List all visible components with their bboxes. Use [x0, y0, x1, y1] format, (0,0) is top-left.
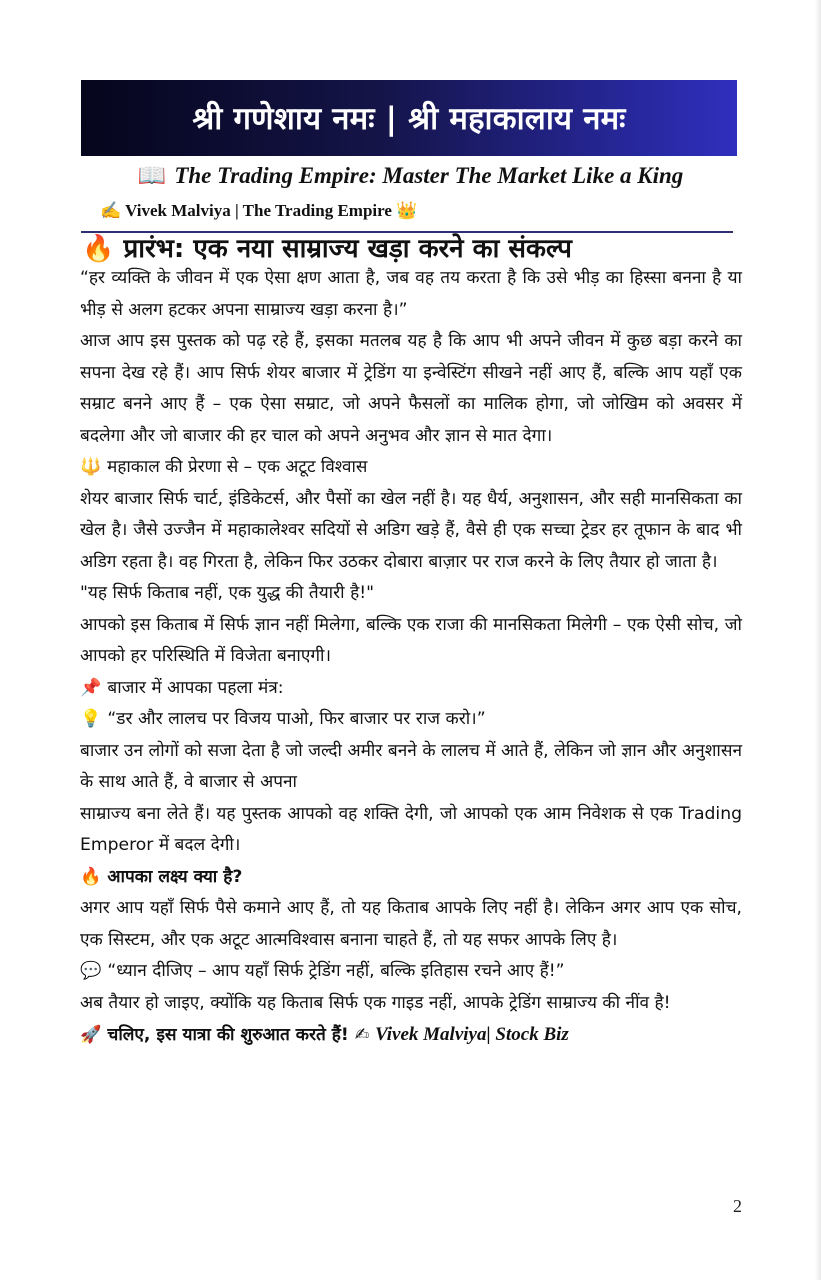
- mantra-text: “डर और लालच पर विजय पाओ, फिर बाजार पर राज करो।”: [107, 709, 486, 729]
- banner-title: श्री गणेशाय नमः | श्री महाकालाय नमः: [192, 101, 626, 137]
- page-edge-shadow: [815, 0, 821, 1280]
- author-text: Vivek Malviya | The Trading Empire: [125, 201, 392, 220]
- fire-icon: 🔥: [82, 234, 115, 264]
- lightbulb-icon: 💡: [80, 709, 102, 729]
- note-line: [80, 956, 742, 988]
- intro-quote: “हर व्यक्ति के जीवन में एक ऐसा क्षण आता है, जब वह तय करता है कि उसे भीड़ का हिस्सा बनना है या भीड़ से अलग हटकर अपना साम्राज्य खड़ा करना है।”: [80, 268, 742, 320]
- writing-hand-icon: ✍: [100, 201, 122, 220]
- paragraph: शेयर बाजार सिर्फ चार्ट, इंडिकेटर्स, और पैसों का खेल नहीं है। यह धैर्य, अनुशासन, और सही मानसिकता का खेल है। जैसे उज्जैन में महाकालेश्वर सदियों से अडिग खड़े हैं, वैसे ही एक सच्चा ट्रेडर हर तूफान के बाद भी अडिग रहता है। वह गिरता है, लेकिन फिर उठकर दोबारा बाज़ार पर राज करने के लिए तैयार हो जाता है।: [80, 488, 742, 572]
- section-heading-text: बाजार में आपका पहला मंत्र:: [107, 677, 284, 698]
- paragraph: आपको इस किताब में सिर्फ ज्ञान नहीं मिलेगा, बल्कि एक राजा की मानसिकता मिलेगी – एक ऐसी सोच, जो आपको हर परिस्थिति में विजेता बनाएगी।: [80, 614, 742, 666]
- mantra-line: [80, 704, 742, 736]
- chapter-heading: [82, 229, 572, 265]
- author-line: [100, 201, 417, 221]
- section-heading: [80, 673, 742, 705]
- chapter-heading-text: प्रारंभ: एक नया साम्राज्य खड़ा करने का संकल्प: [123, 234, 572, 264]
- speech-bubble-icon: 💬: [80, 961, 102, 981]
- section-heading: [80, 452, 742, 484]
- paragraph: साम्राज्य बना लेते हैं। यह पुस्तक आपको वह शक्ति देगी, जो आपको एक आम निवेशक से एक Trading Emperor में बदल देगी।: [80, 803, 742, 855]
- rocket-icon: 🚀: [80, 1025, 102, 1045]
- book-title-text: The Trading Empire: Master The Market Like a King: [174, 163, 684, 188]
- section-heading: [80, 862, 742, 894]
- signature: Vivek Malviya| Stock Biz: [375, 1024, 569, 1045]
- paragraph: बाजार उन लोगों को सजा देता है जो जल्दी अमीर बनने के लालच में आते हैं, लेकिन जो ज्ञान और अनुशासन के साथ आते हैं, वे बाजार से अपना: [80, 740, 742, 792]
- trident-icon: 🔱: [80, 457, 102, 477]
- page-number: 2: [733, 1196, 742, 1216]
- open-book-icon: 📖: [137, 163, 167, 188]
- paragraph: अब तैयार हो जाइए, क्योंकि यह किताब सिर्फ एक गाइड नहीं, आपके ट्रेडिंग साम्राज्य की नींव है!: [80, 992, 671, 1013]
- section-heading-text: आपका लक्ष्य क्या है?: [107, 866, 243, 887]
- section-heading-text: महाकाल की प्रेरणा से – एक अटूट विश्वास: [107, 457, 368, 477]
- pushpin-icon: 📌: [80, 677, 102, 698]
- writing-hand-icon: ✍: [354, 1025, 370, 1045]
- note-text: “ध्यान दीजिए – आप यहाँ सिर्फ ट्रेडिंग नहीं, बल्कि इतिहास रचने आए हैं!”: [107, 961, 565, 981]
- quote: "यह सिर्फ किताब नहीं, एक युद्ध की तैयारी है!": [80, 583, 375, 603]
- paragraph: आज आप इस पुस्तक को पढ़ रहे हैं, इसका मतलब यह है कि आप भी अपने जीवन में कुछ बड़ा करने का सपना देख रहे हैं। आप सिर्फ शेयर बाजार में ट्रेडिंग या इन्वेस्टिंग सीखने नहीं आए हैं, बल्कि आप यहाँ एक सम्राट बनने आए हैं – एक ऐसा सम्राट, जो अपने फैसलों का मालिक होगा, जो जोखिम को अवसर में बदलेगा और जो बाजार की हर चाल को अपने अनुभव और ज्ञान से मात देगा।: [80, 331, 742, 446]
- book-title: [0, 162, 821, 189]
- paragraph: अगर आप यहाँ सिर्फ पैसे कमाने आए हैं, तो यह किताब आपके लिए नहीं है। लेकिन अगर आप एक सोच, एक सिस्टम, और एक अटूट आत्मविश्वास बनाना चाहते हैं, तो यह सफर आपके लिए है।: [80, 898, 742, 950]
- fire-icon: 🔥: [80, 866, 102, 887]
- invocation-banner: [81, 80, 737, 156]
- crown-icon: 👑: [396, 201, 418, 220]
- closing-line: [80, 1019, 742, 1052]
- chapter-body: [80, 263, 742, 1052]
- closing-text: चलिए, इस यात्रा की शुरुआत करते हैं!: [107, 1025, 349, 1045]
